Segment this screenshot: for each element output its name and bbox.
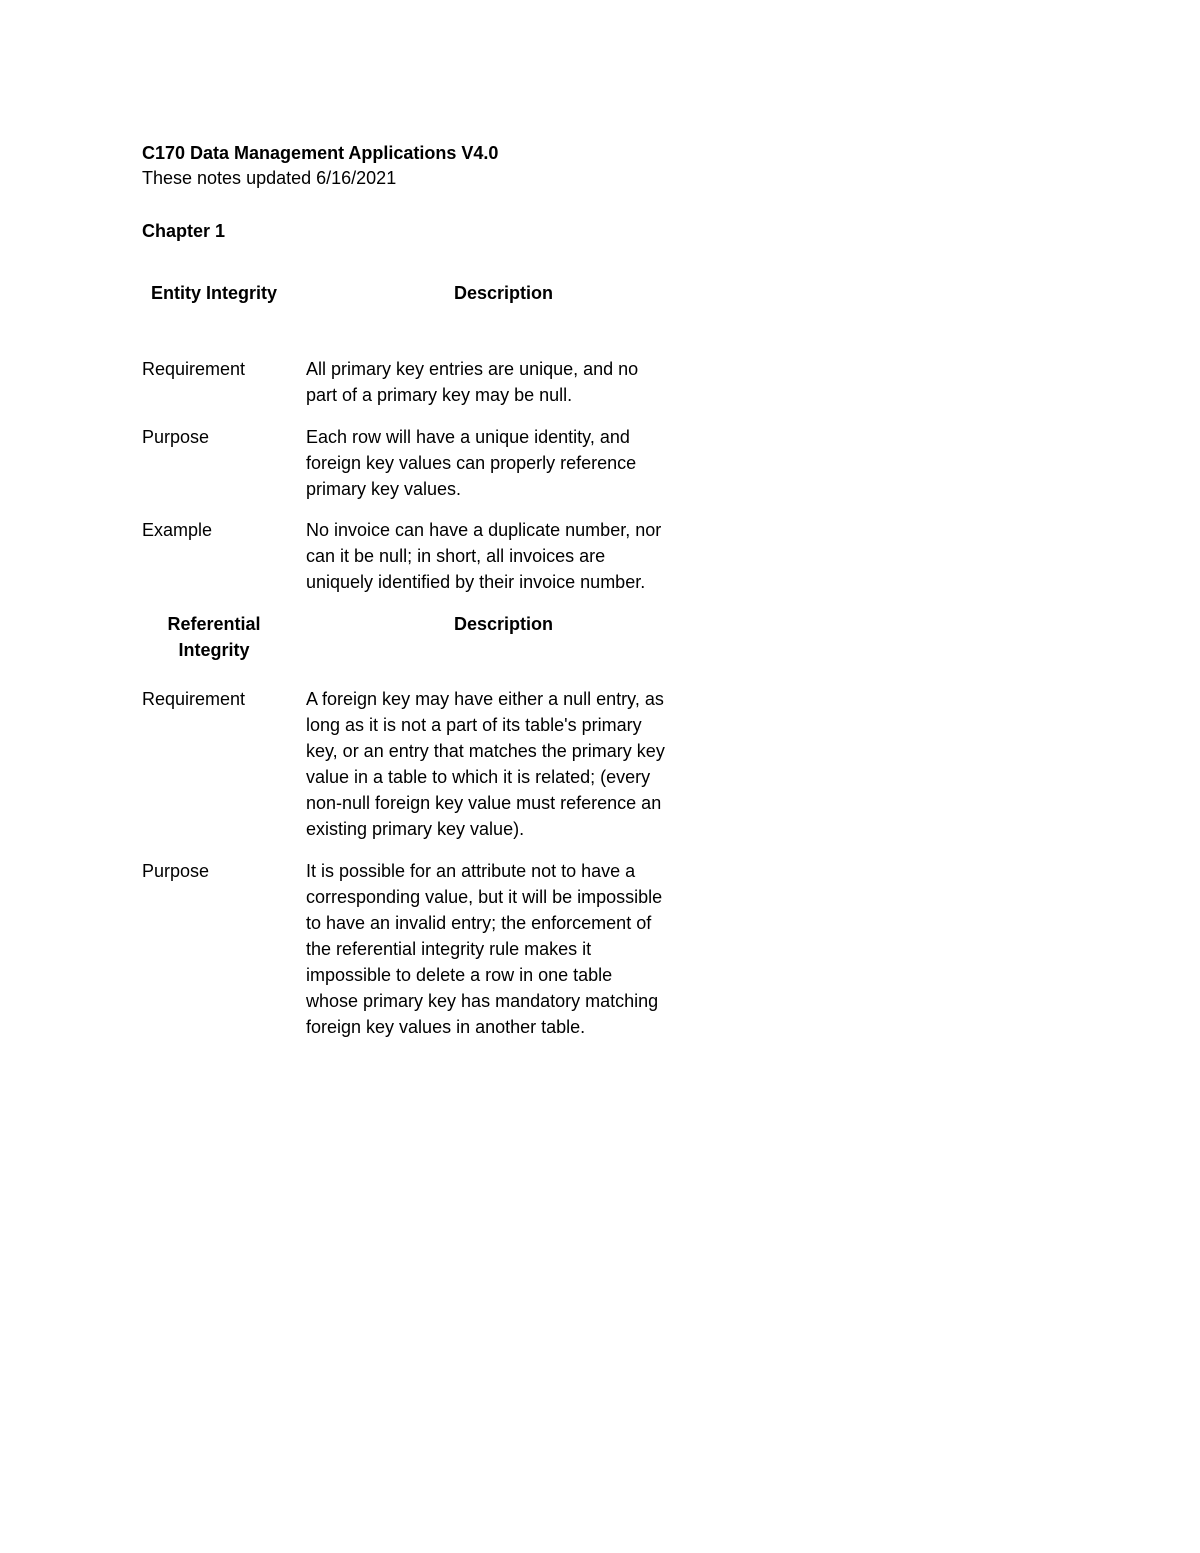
table-header-term: Referential Integrity bbox=[167, 614, 261, 660]
row-term: Purpose bbox=[142, 427, 210, 447]
row-term: Purpose bbox=[142, 861, 210, 881]
row-term: Requirement bbox=[142, 689, 246, 709]
document-title: C170 Data Management Applications V4.0 bbox=[142, 143, 499, 163]
row-description: Each row will have a unique identity, and foreign key values can properly reference primary key values. bbox=[306, 427, 637, 499]
table-header-description: Description bbox=[453, 614, 554, 634]
document-subtitle: These notes updated 6/16/2021 bbox=[142, 168, 397, 188]
row-description: All primary key entries are unique, and no part of a primary key may be null. bbox=[306, 359, 639, 405]
row-term: Requirement bbox=[142, 359, 246, 379]
row-term: Example bbox=[142, 520, 213, 540]
row-description: It is possible for an attribute not to have a corresponding value, but it will be impossible to have an invalid entry; the enforcement of the referential integrity rule makes it impossible to delete a row in one table whose primary key has mandatory matching foreign key values in another table. bbox=[306, 861, 663, 1037]
table-header-description: Description bbox=[453, 283, 554, 303]
chapter-heading: Chapter 1 bbox=[142, 221, 226, 241]
table-header-term: Entity Integrity bbox=[150, 283, 277, 303]
row-description: No invoice can have a duplicate number, nor can it be null; in short, all invoices are uniquely identified by their invoice number. bbox=[306, 520, 662, 592]
row-description: A foreign key may have either a null entry, as long as it is not a part of its table's primary key, or an entry that matches the primary key value in a table to which it is related; (every non-null foreign key value must reference an existing primary key value). bbox=[306, 689, 665, 839]
